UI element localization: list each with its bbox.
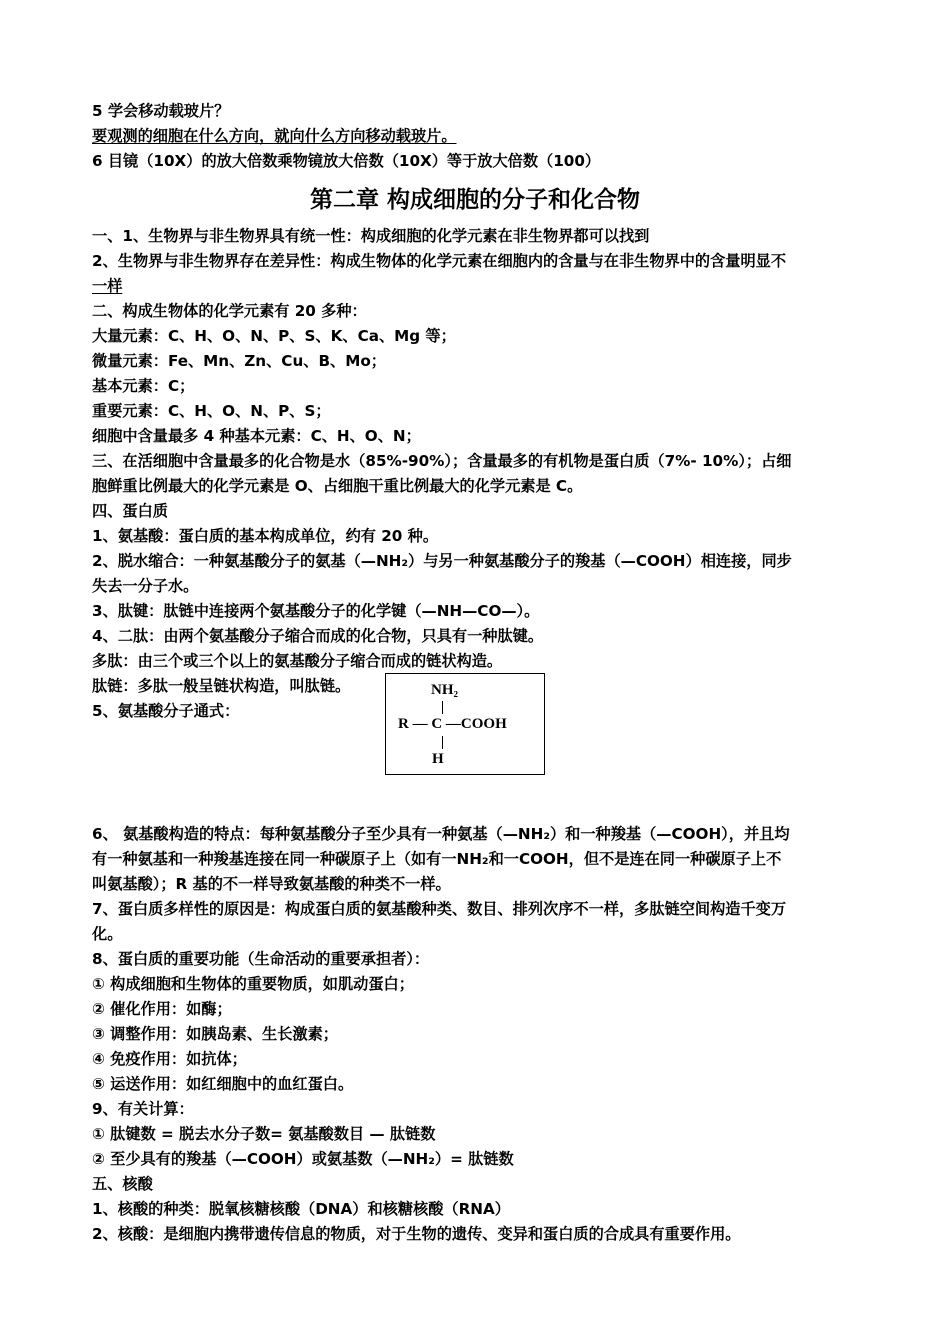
formula-top-group: NH₂ bbox=[431, 682, 458, 698]
text-line: 8、蛋白质的重要功能（生命活动的重要承担者）： bbox=[92, 950, 430, 968]
text-line: 1、氨基酸：蛋白质的基本构成单位，约有 20 种。 bbox=[92, 527, 439, 545]
intro-line-2: 要观测的细胞在什么方向，就向什么方向移动载玻片。 bbox=[92, 127, 457, 145]
text-line: 2、核酸：是细胞内携带遗传信息的物质，对于生物的遗传、变异和蛋白质的合成具有重要作用。 bbox=[92, 1225, 741, 1243]
text-line: 2、生物界与非生物界存在差异性：构成生物体的化学元素在细胞内的含量与在非生物界中的含量明显不 bbox=[92, 252, 787, 270]
formula-bottom-group: H bbox=[432, 751, 444, 767]
formula-main-chain: R — C —COOH bbox=[398, 716, 507, 732]
section-heading: 五、核酸 bbox=[92, 1175, 153, 1193]
text-line: 胞鲜重比例最大的化学元素是 O、占细胞干重比例最大的化学元素是 C。 bbox=[92, 477, 583, 495]
text-line: 一样 bbox=[92, 277, 123, 295]
text-line: 9、有关计算： bbox=[92, 1100, 194, 1118]
text-line: 7、蛋白质多样性的原因是：构成蛋白质的氨基酸种类、数目、排列次序不一样，多肽链空间构造千变万 bbox=[92, 900, 787, 918]
list-item: ① 构成细胞和生物体的重要物质，如肌动蛋白； bbox=[92, 975, 414, 993]
text-line: 肽链：多肽一般呈链状构造，叫肽链。 bbox=[92, 677, 351, 695]
text-line: 一、1、生物界与非生物界具有统一性：构成细胞的化学元素在非生物界都可以找到 bbox=[92, 227, 650, 245]
text-line: 重要元素：C、H、O、N、P、S； bbox=[92, 402, 331, 420]
text-line: 二、构成生物体的化学元素有 20 多种： bbox=[92, 302, 367, 320]
section-heading: 四、蛋白质 bbox=[92, 502, 168, 520]
text-line: 大量元素：C、H、O、N、P、S、K、Ca、Mg 等； bbox=[92, 327, 456, 345]
text-line: 三、在活细胞中含量最多的化合物是水（85%-90%）；含量最多的有机物是蛋白质（7%- 10%）；占细 bbox=[92, 452, 792, 470]
text-line: 有一种氨基和一种羧基连接在同一种碳原子上（如有一NH₂和一COOH，但不是连在同一种碳原子上不 bbox=[92, 850, 782, 868]
formula-bond-top bbox=[442, 701, 443, 714]
list-item: ③ 调整作用：如胰岛素、生长激素； bbox=[92, 1025, 338, 1043]
text-line: 5、氨基酸分子通式： bbox=[92, 702, 240, 720]
text-line: 微量元素：Fe、Mn、Zn、Cu、B、Mo； bbox=[92, 352, 386, 370]
chapter-title: 第二章 构成细胞的分子和化合物 bbox=[309, 187, 640, 213]
intro-line-1: 5 学会移动载玻片？ bbox=[92, 102, 230, 120]
text-line: 叫氨基酸）；R 基的不一样导致氨基酸的种类不一样。 bbox=[92, 875, 451, 893]
text-line: 1、核酸的种类：脱氧核糖核酸（DNA）和核糖核酸（RNA） bbox=[92, 1200, 510, 1218]
text-line: 6、 氨基酸构造的特点：每种氨基酸分子至少具有一种氨基（—NH₂）和一种羧基（—COOH），并且均 bbox=[92, 825, 790, 843]
text-line: 失去一分子水。 bbox=[92, 577, 199, 595]
text-line: 细胞中含量最多 4 种基本元素：C、H、O、N； bbox=[92, 427, 421, 445]
intro-line-3: 6 目镜（10X）的放大倍数乘物镜放大倍数（10X）等于放大倍数（100） bbox=[92, 152, 601, 170]
text-line: 化。 bbox=[92, 925, 123, 943]
text-line: 3、肽键：肽链中连接两个氨基酸分子的化学键（—NH—CO—）。 bbox=[92, 602, 540, 620]
list-item: ② 催化作用：如酶； bbox=[92, 1000, 232, 1018]
text-line: 2、脱水缩合：一种氨基酸分子的氨基（—NH₂）与另一种氨基酸分子的羧基（—COOH）相连接，同步 bbox=[92, 552, 792, 570]
text-line: 基本元素：C； bbox=[92, 377, 195, 395]
list-item: ⑤ 运送作用：如红细胞中的血红蛋白。 bbox=[92, 1075, 354, 1093]
formula-bond-bottom bbox=[442, 736, 443, 749]
text-line: 多肽：由三个或三个以上的氨基酸分子缩合而成的链状构造。 bbox=[92, 652, 503, 670]
text-line: 4、二肽：由两个氨基酸分子缩合而成的化合物，只具有一种肽键。 bbox=[92, 627, 544, 645]
list-item: ④ 免疫作用：如抗体； bbox=[92, 1050, 247, 1068]
list-item: ② 至少具有的羧基（—COOH）或氨基数（—NH₂）= 肽链数 bbox=[92, 1150, 514, 1168]
amino-acid-formula bbox=[385, 673, 545, 775]
list-item: ① 肽键数 = 脱去水分子数= 氨基酸数目 — 肽链数 bbox=[92, 1125, 436, 1143]
